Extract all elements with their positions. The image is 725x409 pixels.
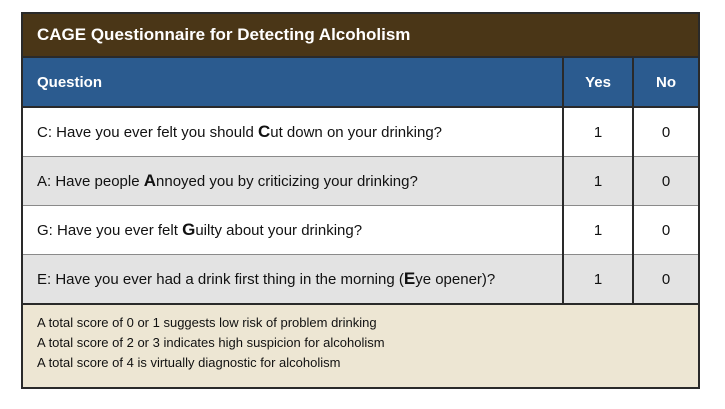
- column-header-no: No: [633, 58, 698, 107]
- column-header-yes: Yes: [563, 58, 633, 107]
- question-cell: [23, 255, 563, 305]
- yes-score: 1: [563, 157, 633, 206]
- question-text: A: Have people: [37, 173, 144, 190]
- no-score: 0: [633, 107, 698, 157]
- question-key-letter: E: [403, 269, 416, 288]
- question-key-letter: G: [182, 220, 196, 239]
- question-text: ye opener)?: [415, 271, 496, 288]
- no-score: 0: [633, 157, 698, 206]
- table-row: [23, 157, 698, 206]
- yes-score: 1: [563, 107, 633, 157]
- question-text: nnoyed you by criticizing your drinking?: [156, 173, 418, 190]
- question-key-letter: A: [143, 171, 157, 190]
- question-text: ut down on your drinking?: [270, 124, 443, 141]
- no-score: 0: [633, 206, 698, 255]
- scoring-note: A total score of 4 is virtually diagnostic for alcoholism: [37, 355, 341, 370]
- table-title: CAGE Questionnaire for Detecting Alcoholism: [23, 14, 698, 58]
- table-row: [23, 107, 698, 157]
- cage-table-container: [21, 12, 700, 389]
- question-key-letter: C: [257, 122, 271, 141]
- question-text: C: Have you ever felt you should: [37, 124, 258, 141]
- table-row: [23, 206, 698, 255]
- question-cell: [23, 157, 563, 206]
- question-cell: [23, 206, 563, 255]
- scoring-notes: [23, 305, 698, 387]
- question-text: E: Have you ever had a drink first thing in the morning (: [37, 271, 404, 288]
- yes-score: 1: [563, 255, 633, 305]
- no-score: 0: [633, 255, 698, 305]
- question-cell: [23, 107, 563, 157]
- table-row: [23, 255, 698, 305]
- yes-score: 1: [563, 206, 633, 255]
- cage-table: [23, 58, 698, 305]
- scoring-note: A total score of 2 or 3 indicates high suspicion for alcoholism: [37, 335, 385, 350]
- column-header-question: Question: [23, 58, 563, 107]
- question-text: uilty about your drinking?: [195, 222, 363, 239]
- scoring-note: A total score of 0 or 1 suggests low risk of problem drinking: [37, 315, 377, 330]
- question-text: G: Have you ever felt: [37, 222, 183, 239]
- header-row: [23, 58, 698, 107]
